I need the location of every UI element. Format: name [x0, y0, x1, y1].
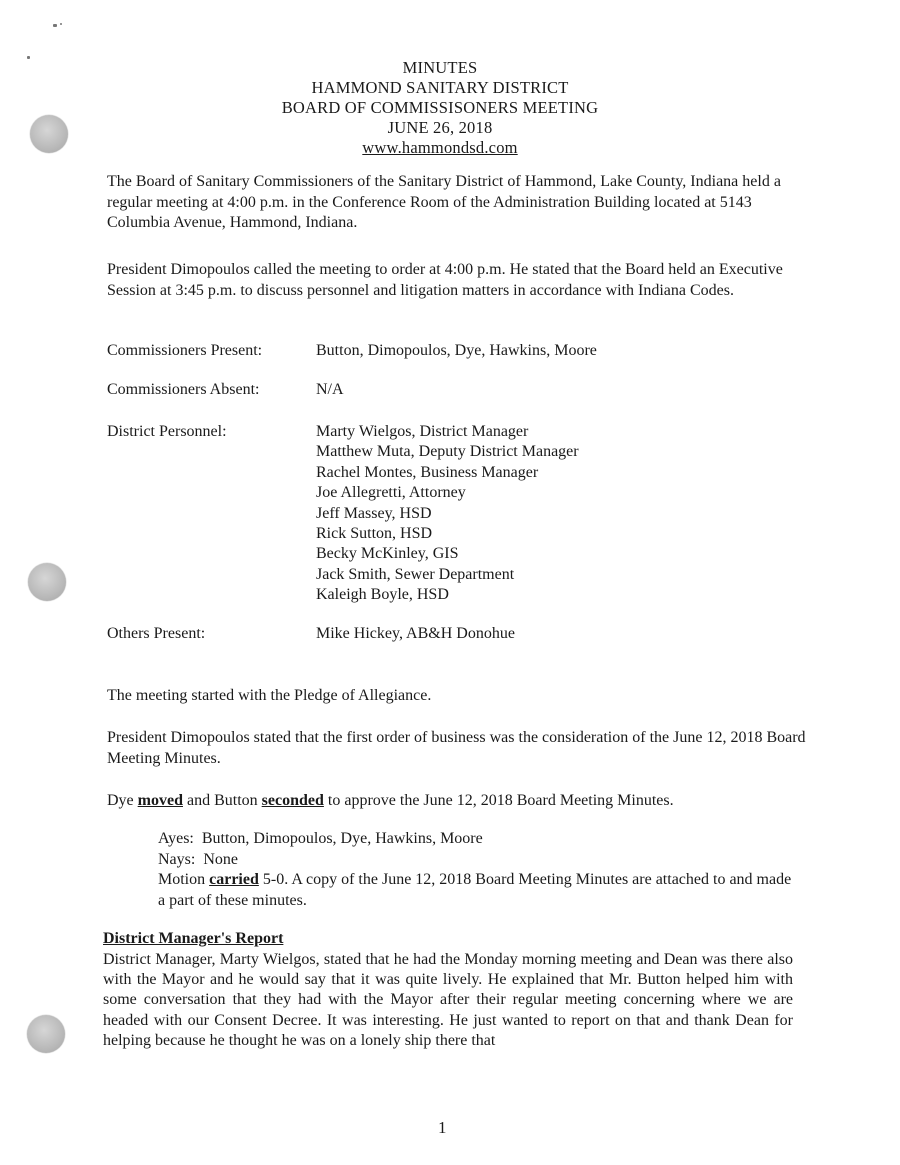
- call-to-order-paragraph: President Dimopoulos called the meeting to order at 4:00 p.m. He stated that the Board held an Executive Session at 3:45 p.m. to discuss personnel and litigation matters in accordance with Indiana Codes.: [107, 261, 783, 299]
- header-title: MINUTES: [402, 58, 478, 77]
- motion-rest: to approve the June 12, 2018 Board Meeting Minutes.: [327, 792, 674, 809]
- personnel-item: Rick Sutton, HSD: [316, 525, 433, 543]
- page-number: 1: [438, 1118, 447, 1137]
- others-present-label: Others Present:: [107, 625, 206, 642]
- personnel-item: Marty Wielgos, District Manager: [316, 423, 529, 440]
- report-body: District Manager, Marty Wielgos, stated that he had the Monday morning meeting and Dean was there also with the Mayor and he would say that it was quite lively. He explained that Mr. Button helped him with some conversation that they had with the Mayor after their regular meeting concerning where we are headed with our Consent Decree. It was interesting. He just wanted to report on that and thank Dean for helping because he thought he was on a lonely ship there that: [103, 951, 793, 1049]
- vote-carried-word: carried: [209, 871, 259, 888]
- personnel-item: Becky McKinley, GIS: [316, 545, 459, 563]
- motion-mover: Dye: [107, 792, 134, 809]
- minutes-header: [0, 58, 880, 158]
- vote-result-text: 5-0. A copy of the June 12, 2018 Board Meeting Minutes are attached to and made a part of these minutes.: [158, 871, 792, 909]
- first-order-paragraph: President Dimopoulos stated that the first order of business was the consideration of the June 12, 2018 Board Meeting Minutes.: [107, 729, 806, 767]
- header-organization: HAMMOND SANITARY DISTRICT: [311, 78, 569, 97]
- pledge-paragraph: The meeting started with the Pledge of Allegiance.: [107, 687, 432, 704]
- motion-seconder: Button: [214, 792, 258, 809]
- commissioners-absent-label: Commissioners Absent:: [107, 381, 260, 398]
- intro-paragraph: The Board of Sanitary Commissioners of the Sanitary District of Hammond, Lake County, Indiana held a regular meeting at 4:00 p.m. in the Conference Room of the Administration Building located at 5143 Columbia Avenue, Hammond, Indiana.: [107, 173, 781, 231]
- scan-speck: [53, 24, 57, 27]
- motion-moved-word: moved: [137, 792, 183, 809]
- vote-block: [158, 829, 798, 911]
- punch-hole-icon: [28, 563, 66, 601]
- motion-and-word: and: [186, 792, 211, 809]
- motion-line: [107, 791, 807, 812]
- header-date: JUNE 26, 2018: [387, 118, 493, 137]
- punch-hole-icon: [27, 1015, 65, 1053]
- personnel-item: Jack Smith, Sewer Department: [316, 565, 515, 583]
- vote-result: [158, 870, 798, 911]
- district-personnel-label: District Personnel:: [107, 423, 227, 440]
- personnel-item: Kaleigh Boyle, HSD: [316, 586, 449, 604]
- commissioners-absent-value: N/A: [316, 381, 344, 398]
- personnel-item: Joe Allegretti, Attorney: [316, 484, 466, 502]
- district-personnel-list: [316, 422, 579, 606]
- personnel-item: Jeff Massey, HSD: [316, 504, 432, 522]
- vote-motion-word: Motion: [158, 871, 206, 888]
- report-heading: District Manager's Report: [103, 930, 284, 947]
- header-meeting: BOARD OF COMMISSISONERS MEETING: [281, 98, 599, 117]
- scan-speck: [60, 23, 62, 25]
- commissioners-present-label: Commissioners Present:: [107, 342, 263, 359]
- personnel-item: Matthew Muta, Deputy District Manager: [316, 443, 579, 461]
- commissioners-present-value: Button, Dimopoulos, Dye, Hawkins, Moore: [316, 342, 597, 359]
- others-present-value: Mike Hickey, AB&H Donohue: [316, 625, 515, 642]
- vote-ayes: Ayes: Button, Dimopoulos, Dye, Hawkins, Moore: [158, 830, 483, 847]
- motion-seconded-word: seconded: [261, 792, 324, 809]
- header-url-link[interactable]: www.hammondsd.com: [362, 138, 518, 157]
- personnel-item: Rachel Montes, Business Manager: [316, 463, 539, 481]
- vote-nays: Nays: None: [158, 850, 238, 868]
